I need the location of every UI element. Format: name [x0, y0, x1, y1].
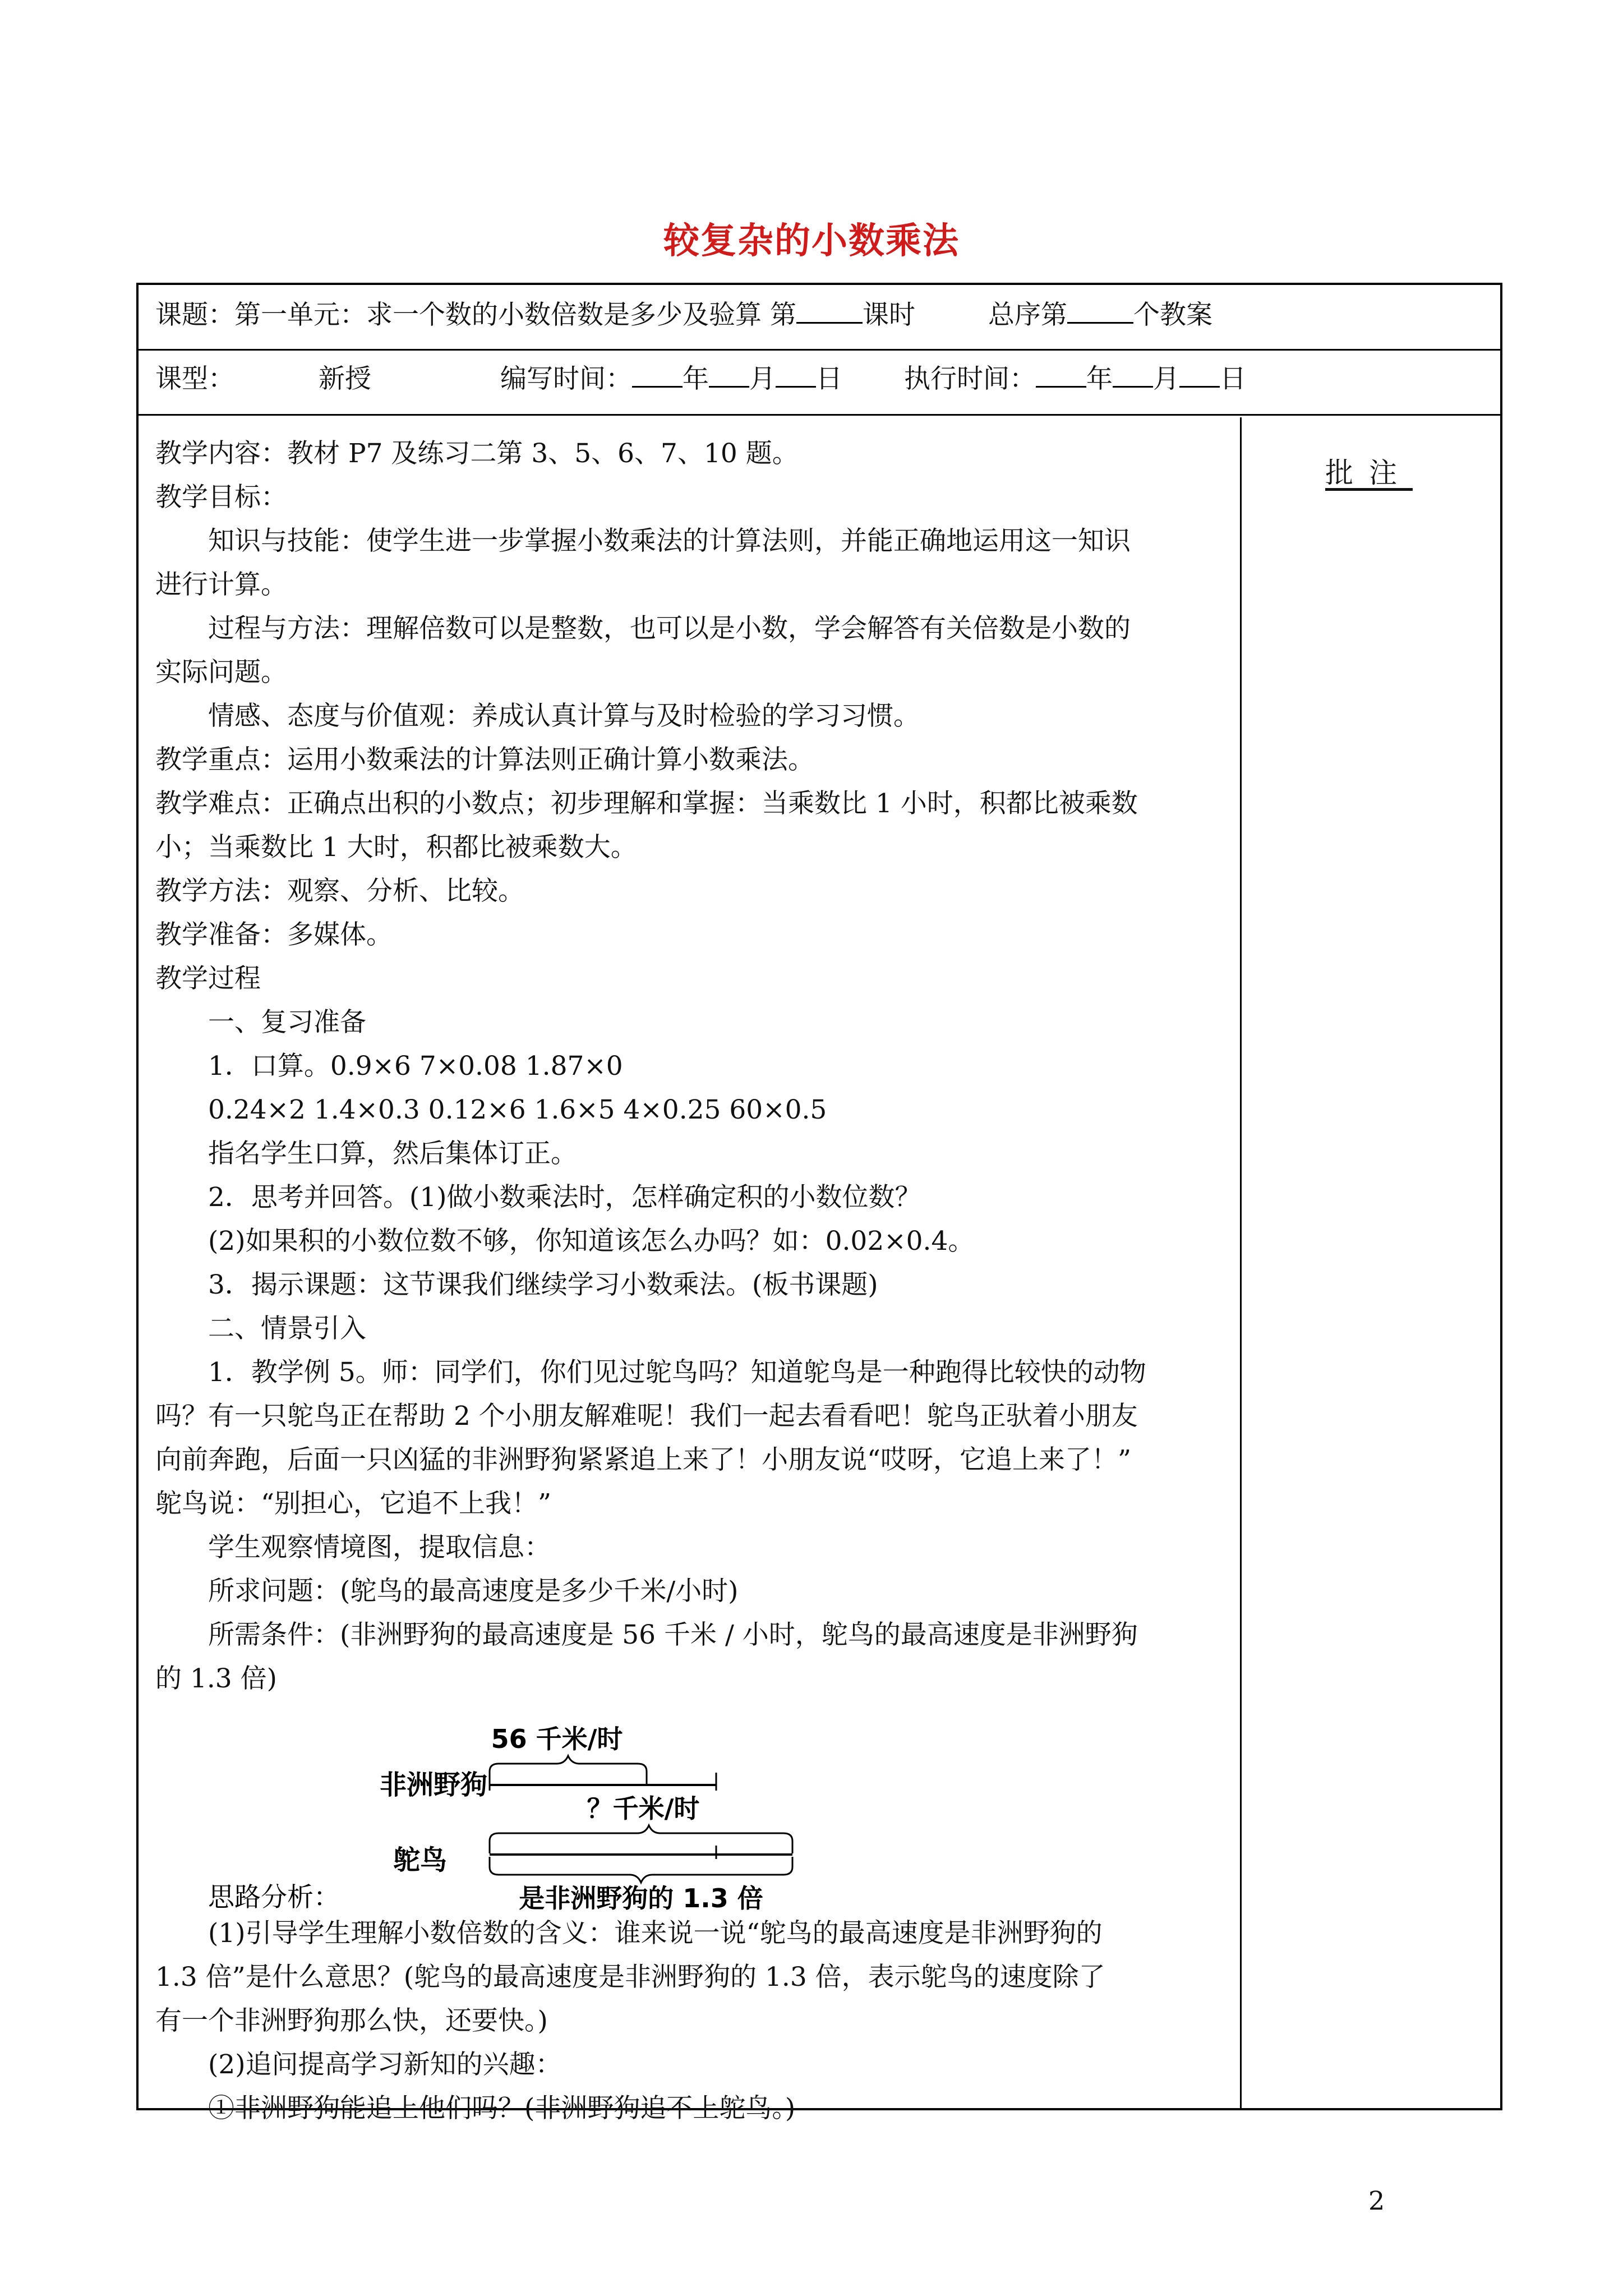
divider — [139, 414, 1500, 416]
lesson-number-blank[interactable] — [796, 297, 863, 324]
content-line: 1．口算。0.9×6 7×0.08 1.87×0 — [208, 1051, 623, 1082]
exec-year-blank[interactable] — [1036, 361, 1086, 388]
divider — [139, 349, 1500, 351]
content-lines-top — [155, 432, 1221, 1701]
total-number-blank[interactable] — [1067, 297, 1133, 324]
content-line: 教学准备：多媒体。 — [155, 919, 393, 950]
content-line: 1．教学例 5。师：同学们，你们见过鸵鸟吗？知道鸵鸟是一种跑得比较快的动物 — [208, 1357, 1146, 1388]
lesson-type-label: 课型： — [155, 364, 234, 394]
dog-label: 非洲野狗 — [379, 1769, 487, 1801]
content-line: 教学目标： — [155, 482, 287, 513]
content-line: 0.24×2 1.4×0.3 0.12×6 1.6×5 4×0.25 60×0.5 — [208, 1094, 827, 1125]
speed-diagram-svg — [155, 1701, 940, 1912]
content-line: 小；当乘数比 1 大时，积都比被乘数大。 — [155, 832, 637, 863]
ostrich-relation-label: 是非洲野狗的 1.3 倍 — [519, 1883, 763, 1912]
write-time-label: 编写时间： — [500, 364, 632, 394]
content-line: 过程与方法：理解倍数可以是整数，也可以是小数，学会解答有关倍数是小数的 — [208, 613, 1131, 644]
header-row-1 — [155, 297, 1212, 332]
month-label: 月 — [749, 364, 776, 394]
ostrich-label: 鸵鸟 — [393, 1844, 447, 1876]
content-line: 情感、态度与价值观：养成认真计算与及时检验的学习习惯。 — [208, 701, 920, 731]
thinking-label: 思路分析： — [208, 1882, 340, 1912]
day-label: 日 — [1220, 364, 1246, 394]
content-line: 指名学生口算，然后集体订正。 — [208, 1138, 577, 1169]
content-line: 知识与技能：使学生进一步掌握小数乘法的计算法则，并能正确地运用这一知识 — [208, 526, 1131, 556]
ostrich-speed-brace — [490, 1825, 792, 1853]
dog-speed-brace — [490, 1756, 647, 1784]
exec-month-blank[interactable] — [1113, 361, 1153, 388]
content-line: 有一个非洲野狗那么快，还要快。) — [155, 2005, 548, 2036]
month-label: 月 — [1153, 364, 1179, 394]
lesson-content — [155, 432, 1221, 2131]
page-number: 2 — [1368, 2185, 1385, 2216]
content-line: 教学难点：正确点出积的小数点；初步理解和掌握：当乘数比 1 小时，积都比被乘数 — [155, 788, 1138, 819]
content-line: 教学过程 — [155, 963, 261, 994]
ostrich-relation-brace — [490, 1857, 792, 1883]
write-month-blank[interactable] — [709, 361, 749, 388]
content-line: 进行计算。 — [155, 569, 287, 600]
lesson-topic: 课题：第一单元：求一个数的小数倍数是多少及验算 第 — [155, 300, 796, 330]
speed-diagram — [155, 1701, 1221, 1912]
content-line: 的 1.3 倍) — [155, 1663, 277, 1694]
content-line: 一、复习准备 — [208, 1007, 366, 1038]
content-line: (1)引导学生理解小数倍数的含义：谁来说一说“鸵鸟的最高速度是非洲野狗的 — [208, 1918, 1103, 1949]
lesson-plan-table — [136, 283, 1502, 2124]
dog-speed-label: 56 千米/时 — [491, 1724, 623, 1754]
content-line: 3．揭示课题：这节课我们继续学习小数乘法。(板书课题) — [208, 1269, 878, 1300]
content-line: 学生观察情境图，提取信息： — [208, 1532, 551, 1563]
lesson-type-value: 新授 — [319, 364, 371, 394]
content-line: 教学内容：教材 P7 及练习二第 3、5、6、7、10 题。 — [155, 438, 799, 469]
content-line: 实际问题。 — [155, 657, 287, 688]
content-line: (2)如果积的小数位数不够，你知道该怎么办吗？如：0.02×0.4。 — [208, 1226, 975, 1257]
content-line: 向前奔跑，后面一只凶猛的非洲野狗紧紧追上来了！小朋友说“哎呀，它追上来了！” — [155, 1444, 1132, 1475]
write-year-blank[interactable] — [632, 361, 683, 388]
year-label: 年 — [683, 364, 709, 394]
content-line: 1.3 倍”是什么意思？(鸵鸟的最高速度是非洲野狗的 1.3 倍，表示鸵鸟的速度除了 — [155, 1962, 1105, 1993]
year-label: 年 — [1086, 364, 1113, 394]
exec-day-blank[interactable] — [1179, 361, 1220, 388]
content-line: 所需条件：(非洲野狗的最高速度是 56 千米 / 小时，鸵鸟的最高速度是非洲野狗 — [208, 1619, 1138, 1650]
total-suffix-label: 个教案 — [1133, 300, 1212, 330]
content-line: 鸵鸟说：“别担心，它追不上我！” — [155, 1488, 552, 1519]
ostrich-speed-label: ？千米/时 — [587, 1793, 700, 1824]
day-label: 日 — [816, 364, 842, 394]
notes-column-divider — [1240, 417, 1242, 2108]
write-day-blank[interactable] — [776, 361, 816, 388]
content-line: (2)追问提高学习新知的兴趣： — [208, 2049, 562, 2080]
lesson-unit-label: 课时 — [862, 300, 915, 330]
notes-label: 批注 — [1325, 457, 1413, 489]
content-line: 教学重点：运用小数乘法的计算法则正确计算小数乘法。 — [155, 744, 814, 775]
total-order-label: 总序第 — [988, 300, 1067, 330]
content-line: ①非洲野狗能追上他们吗？(非洲野狗追不上鸵鸟。) — [208, 2093, 796, 2124]
content-line: 吗？有一只鸵鸟正在帮助 2 个小朋友解难呢！我们一起去看看吧！鸵鸟正驮着小朋友 — [155, 1401, 1138, 1432]
page-title: 较复杂的小数乘法 — [663, 220, 960, 262]
content-line: 所求问题：(鸵鸟的最高速度是多少千米/小时) — [208, 1576, 739, 1607]
content-line: 教学方法：观察、分析、比较。 — [155, 876, 524, 907]
content-lines-bottom — [155, 1912, 1221, 2131]
header-row-2 — [155, 361, 1246, 396]
exec-time-label: 执行时间： — [904, 364, 1036, 394]
content-line: 2．思考并回答。(1)做小数乘法时，怎样确定积的小数位数？ — [208, 1182, 921, 1213]
content-line: 二、情景引入 — [208, 1313, 366, 1344]
